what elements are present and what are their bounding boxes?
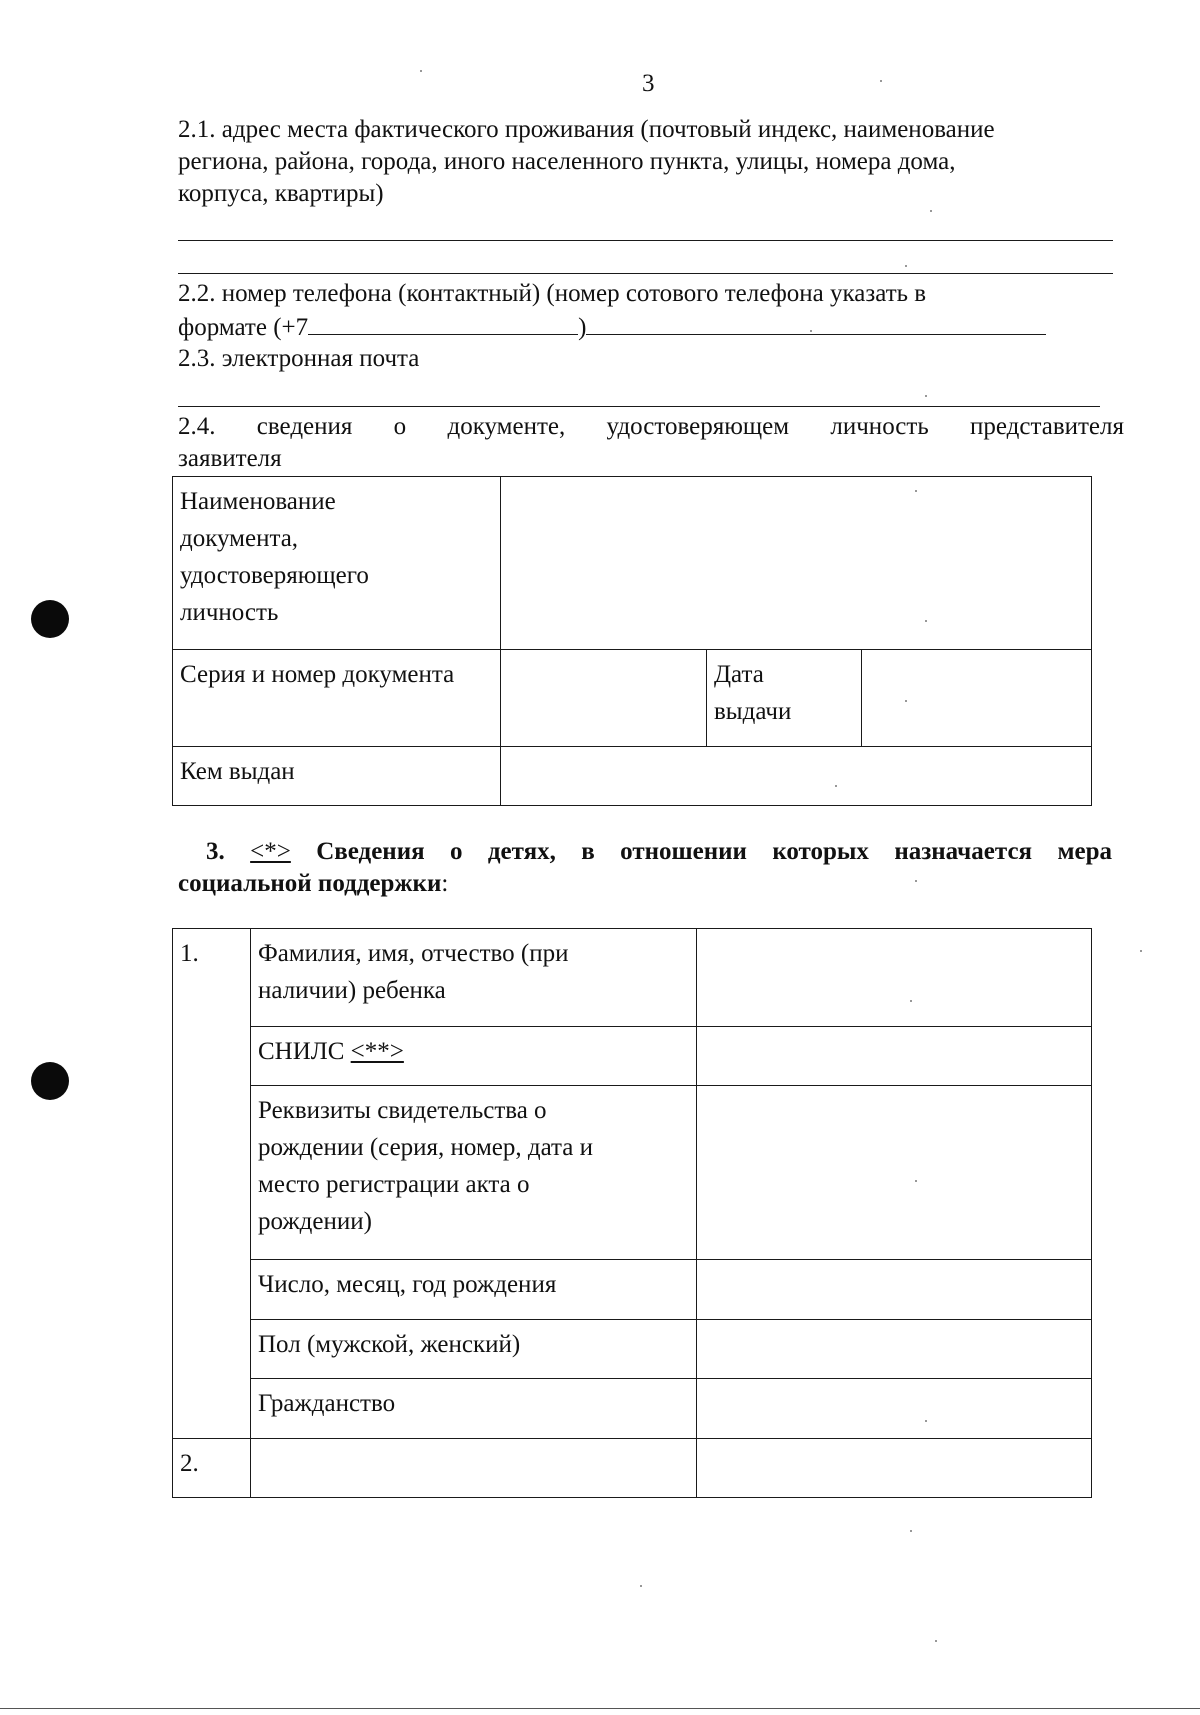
citizenship-label-cell xyxy=(251,1379,697,1439)
table-row xyxy=(173,650,1092,747)
snils-label: СНИЛС xyxy=(258,1038,345,1065)
page-number: 3 xyxy=(642,70,655,97)
section-3-heading-text-2: социальной поддержки xyxy=(178,870,442,897)
issue-date-value-cell[interactable] xyxy=(862,650,1092,747)
section-3-heading-text: Сведения о детях, в отношении которых назначается мера xyxy=(316,838,1112,865)
doc-name-label-line: удостоверяющего xyxy=(180,562,369,589)
scan-speck xyxy=(915,490,917,492)
snils-label-cell xyxy=(251,1027,697,1086)
table-row xyxy=(173,1379,1092,1439)
child-1-index: 1. xyxy=(180,940,199,967)
scan-speck xyxy=(915,880,917,882)
section-3-number: 3. xyxy=(206,838,225,865)
full-name-label-line: Фамилия, имя, отчество (при xyxy=(258,940,569,967)
citizenship-value-cell[interactable] xyxy=(697,1379,1092,1439)
identity-doc-label-line-1: 2.4. сведения о документе, удостоверяющем личность представителя xyxy=(178,413,1124,440)
issued-by-label: Кем выдан xyxy=(180,758,295,785)
phone-format-row xyxy=(178,310,1046,344)
phone-close-paren: ) xyxy=(578,314,587,341)
series-number-label: Серия и номер документа xyxy=(180,661,455,688)
scan-speck xyxy=(925,620,927,622)
identity-doc-label-line-2: заявителя xyxy=(178,445,282,472)
address-field-line-2[interactable] xyxy=(178,273,1113,274)
issue-date-label-line: Дата xyxy=(714,661,764,688)
series-number-value-cell[interactable] xyxy=(501,650,707,747)
birth-cert-label-line: место регистрации акта о xyxy=(258,1171,530,1198)
full-name-label-line: наличии) ребенка xyxy=(258,977,446,1004)
birth-cert-label-line: рождении) xyxy=(258,1208,372,1235)
table-row xyxy=(173,1260,1092,1320)
scan-speck xyxy=(910,1000,912,1002)
doc-name-label-line: документа, xyxy=(180,525,299,552)
scan-speck xyxy=(910,1530,912,1532)
birth-cert-label-line: Реквизиты свидетельства о xyxy=(258,1097,547,1124)
table-row xyxy=(173,1027,1092,1086)
birth-date-value-cell[interactable] xyxy=(697,1260,1092,1320)
section-3-heading-line-1 xyxy=(206,836,1112,868)
doc-name-label-line: личность xyxy=(180,599,279,626)
table-row xyxy=(173,477,1092,650)
birth-cert-label-cell xyxy=(251,1086,697,1260)
address-label-line-2: региона, района, города, иного населенного пункта, улицы, номера дома, xyxy=(178,148,956,175)
email-label: 2.3. электронная почта xyxy=(178,345,420,372)
child-2-index: 2. xyxy=(180,1450,199,1477)
scan-speck xyxy=(930,210,932,212)
scan-speck xyxy=(835,785,837,787)
child-1-index-cell xyxy=(173,929,251,1439)
child-2-value-cell[interactable] xyxy=(697,1439,1092,1498)
address-label-line-3: корпуса, квартиры) xyxy=(178,180,384,207)
snils-ref-link[interactable]: <**> xyxy=(350,1038,404,1065)
doc-name-value-cell[interactable] xyxy=(501,477,1092,650)
table-row xyxy=(173,1439,1092,1498)
issue-date-label-line: выдачи xyxy=(714,698,792,725)
birth-date-label-cell xyxy=(251,1260,697,1320)
table-row xyxy=(173,929,1092,1027)
sex-value-cell[interactable] xyxy=(697,1320,1092,1379)
doc-name-label-line: Наименование xyxy=(180,488,336,515)
scan-speck xyxy=(905,265,907,267)
scan-speck xyxy=(915,1180,917,1182)
punch-hole-icon xyxy=(31,600,69,638)
scan-speck xyxy=(1140,950,1142,952)
doc-name-label-cell xyxy=(173,477,501,650)
scan-speck xyxy=(640,1585,642,1587)
child-2-index-cell xyxy=(173,1439,251,1498)
children-table xyxy=(172,928,1092,1498)
phone-prefix: формате (+7 xyxy=(178,314,309,341)
phone-number-field[interactable] xyxy=(586,310,1046,335)
scan-speck xyxy=(935,1640,937,1642)
phone-label: 2.2. номер телефона (контактный) (номер сотового телефона указать в xyxy=(178,280,927,307)
scan-edge-line xyxy=(0,1708,1200,1709)
sex-label-cell xyxy=(251,1320,697,1379)
punch-hole-icon xyxy=(31,1062,69,1100)
full-name-label-cell xyxy=(251,929,697,1027)
birth-cert-value-cell[interactable] xyxy=(697,1086,1092,1260)
birth-date-label: Число, месяц, год рождения xyxy=(258,1271,557,1298)
issued-by-label-cell xyxy=(173,747,501,806)
identity-document-table xyxy=(172,476,1092,806)
sex-label: Пол (мужской, женский) xyxy=(258,1331,521,1358)
birth-cert-label-line: рождении (серия, номер, дата и xyxy=(258,1134,593,1161)
scan-speck xyxy=(880,80,882,82)
snils-value-cell[interactable] xyxy=(697,1027,1092,1086)
phone-code-field[interactable] xyxy=(308,310,578,335)
series-number-label-cell xyxy=(173,650,501,747)
section-3-heading-colon: : xyxy=(441,870,449,897)
child-2-label-cell[interactable] xyxy=(251,1439,697,1498)
scan-speck xyxy=(925,395,927,397)
scan-speck xyxy=(420,70,422,72)
table-row xyxy=(173,1320,1092,1379)
section-3-heading-line-2 xyxy=(178,868,448,900)
scan-speck xyxy=(810,330,812,332)
section-3-ref-link[interactable]: <*> xyxy=(250,838,291,865)
table-row xyxy=(173,1086,1092,1260)
table-row xyxy=(173,747,1092,806)
address-label-line-1: 2.1. адрес места фактического проживания (почтовый индекс, наименование xyxy=(178,116,995,143)
email-field-line[interactable] xyxy=(178,406,1100,407)
scan-speck xyxy=(925,1420,927,1422)
citizenship-label: Гражданство xyxy=(258,1390,396,1417)
scan-speck xyxy=(905,700,907,702)
full-name-value-cell[interactable] xyxy=(697,929,1092,1027)
address-field-line-1[interactable] xyxy=(178,240,1113,241)
issued-by-value-cell[interactable] xyxy=(501,747,1092,806)
issue-date-label-cell xyxy=(707,650,862,747)
